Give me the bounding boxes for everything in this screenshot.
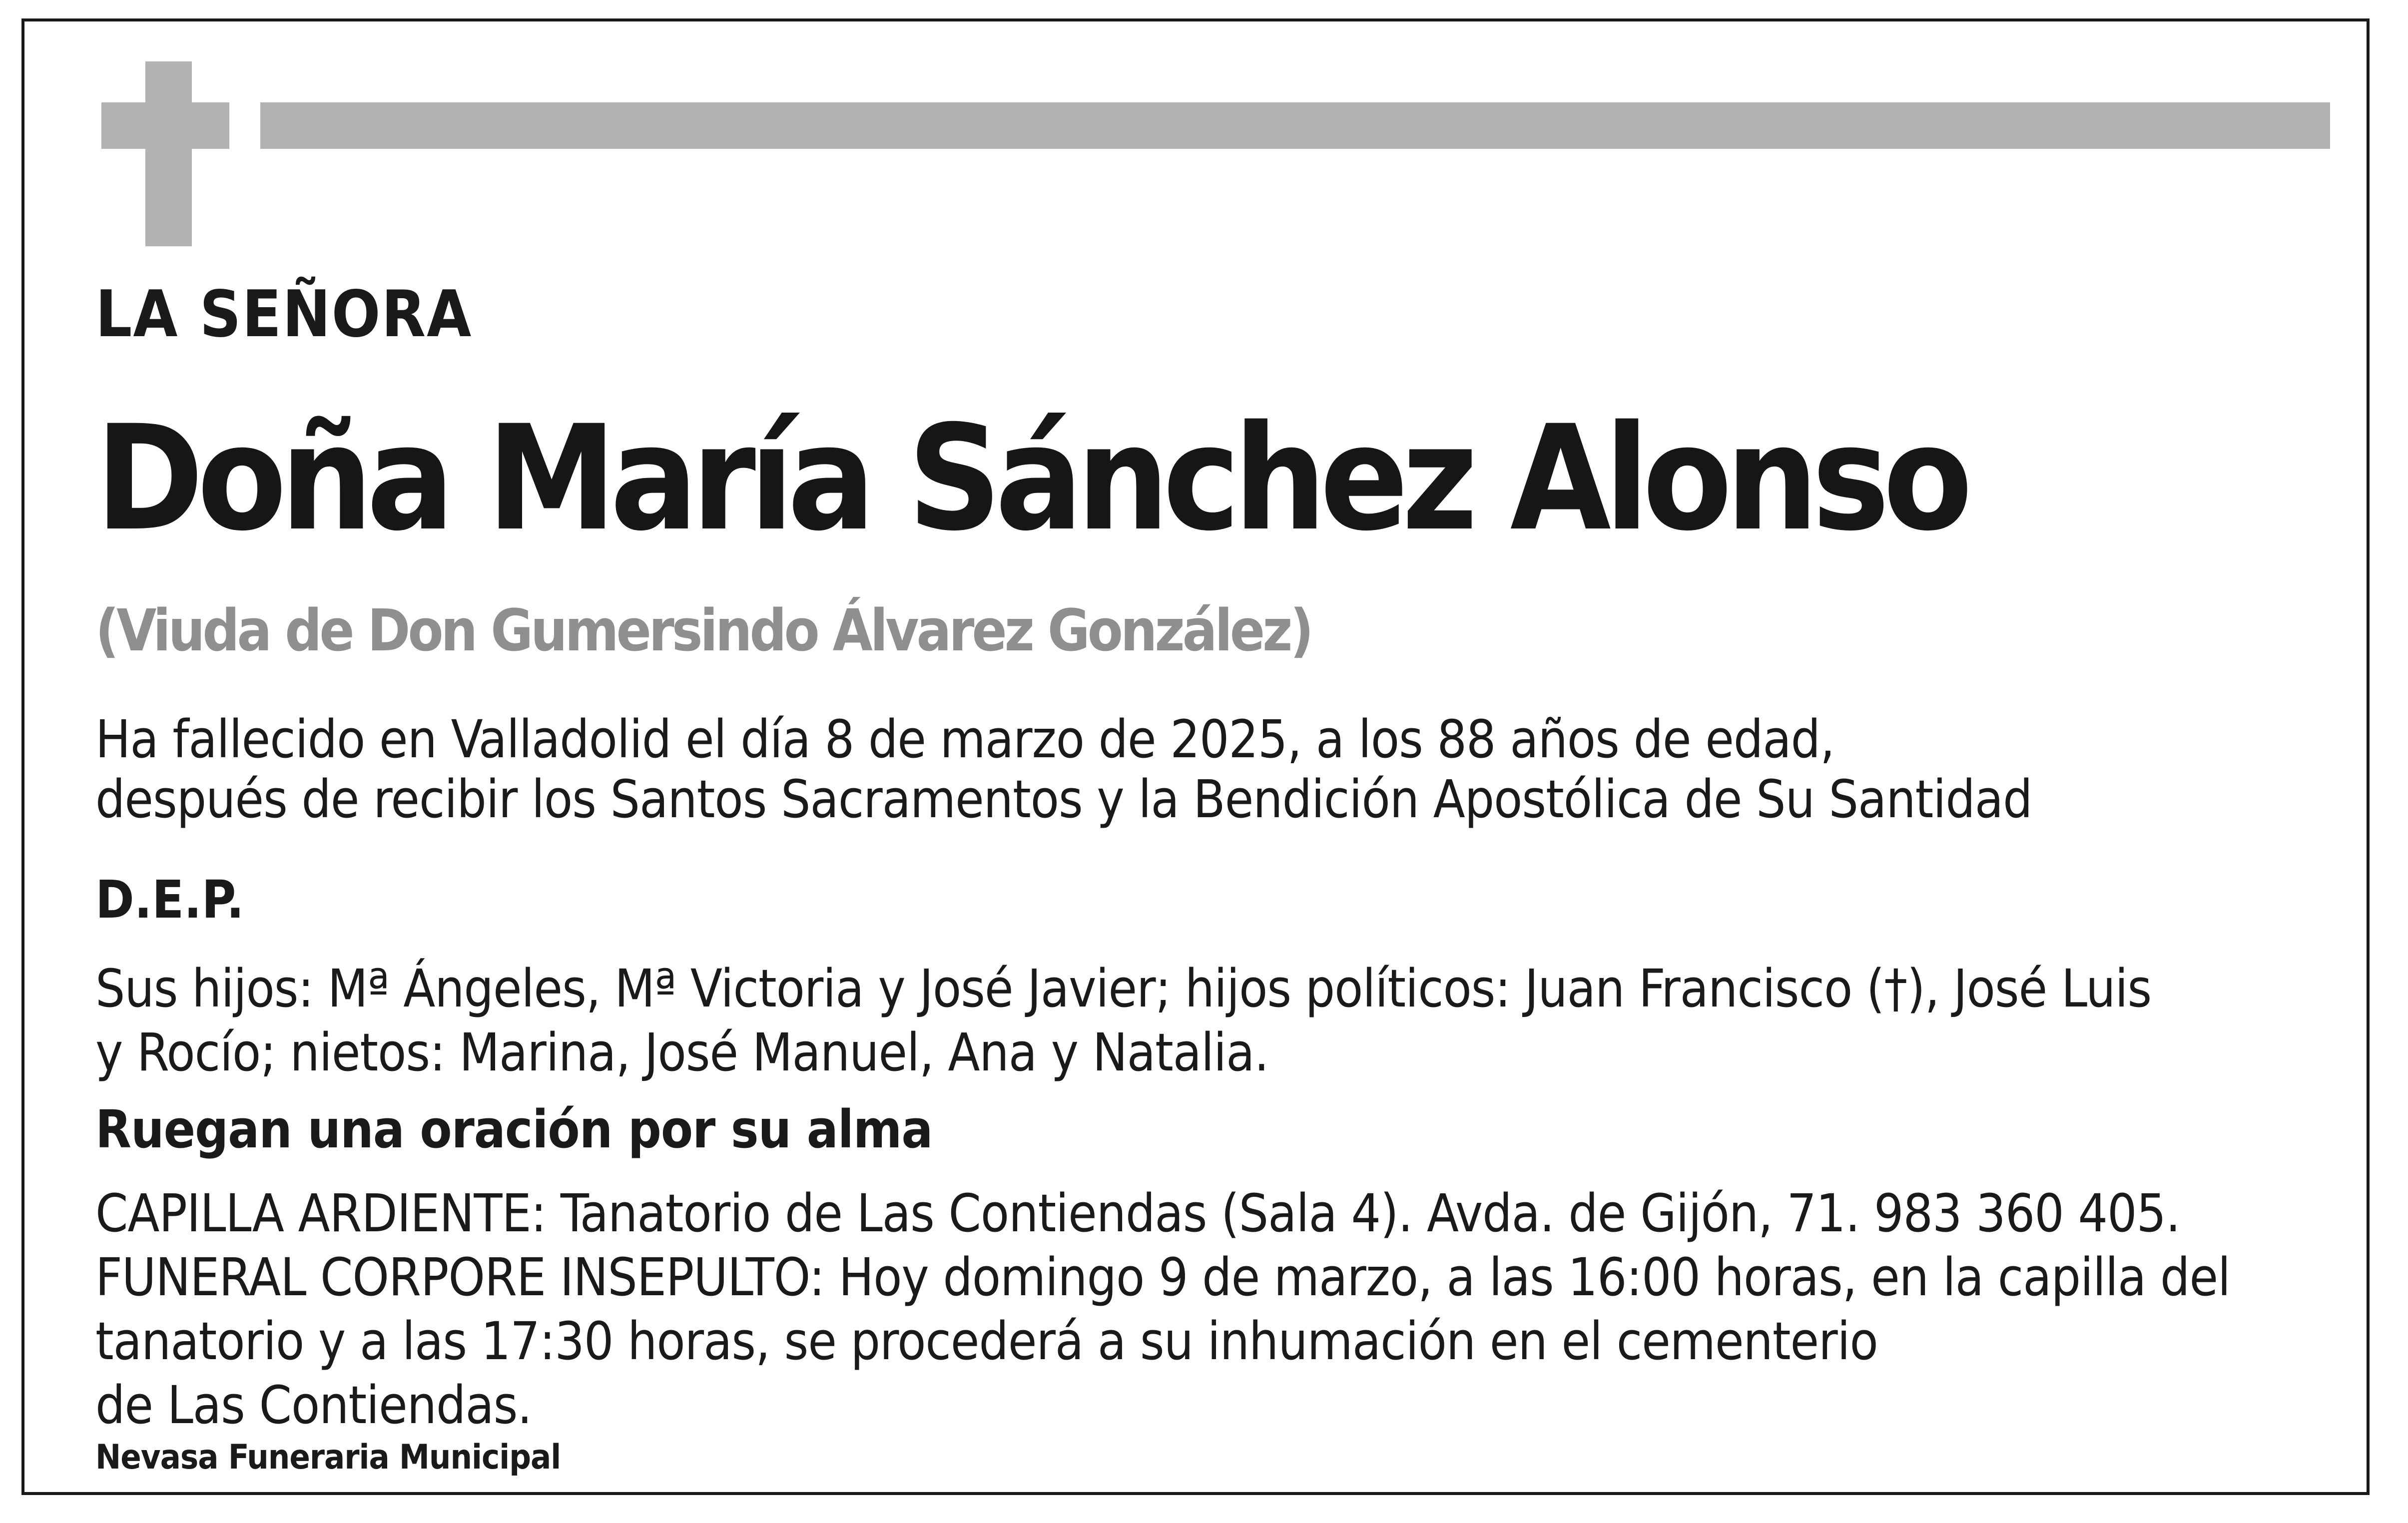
family-list-line: Sus hijos: Mª Ángeles, Mª Victoria y José Javier; hijos políticos: Juan Francisco (†), José Luis <box>95 958 2152 1019</box>
honorific-heading: LA SEÑORA <box>95 277 473 352</box>
service-details <box>95 1181 2230 1437</box>
death-notice-line: Ha fallecido en Valladolid el día 8 de marzo de 2025, a los 88 años de edad, <box>95 709 1834 770</box>
deceased-name: Doña María Sánchez Alonso <box>95 395 1966 563</box>
service-details-line: FUNERAL CORPORE INSEPULTO: Hoy domingo 9 de marzo, a las 16:00 horas, en la capilla del <box>95 1247 2231 1308</box>
rip-label: D.E.P. <box>95 869 244 930</box>
death-notice <box>95 709 2032 829</box>
service-details-line: CAPILLA ARDIENTE: Tanatorio de Las Contiendas (Sala 4). Avda. de Gijón, 71. 983 360 405. <box>95 1183 2180 1244</box>
service-details-line: de Las Contiendas. <box>95 1375 532 1436</box>
service-details-line: tanatorio y a las 17:30 horas, se procederá a su inhumación en el cementerio <box>95 1311 1878 1372</box>
family-list <box>95 957 2151 1084</box>
cross-icon-horizontal-bar <box>101 102 229 149</box>
funeral-home-signature: Nevasa Funeraria Municipal <box>95 1438 561 1477</box>
header-rule <box>260 102 2330 149</box>
cross-icon-vertical-bar <box>145 61 192 246</box>
widow-subtitle: (Viuda de Don Gumersindo Álvarez González) <box>95 597 1311 664</box>
prayer-request: Ruegan una oración por su alma <box>95 1099 933 1160</box>
family-list-line: y Rocío; nietos: Marina, José Manuel, Ana y Natalia. <box>95 1022 1269 1083</box>
death-notice-line: después de recibir los Santos Sacramentos y la Bendición Apostólica de Su Santidad <box>95 769 2032 830</box>
